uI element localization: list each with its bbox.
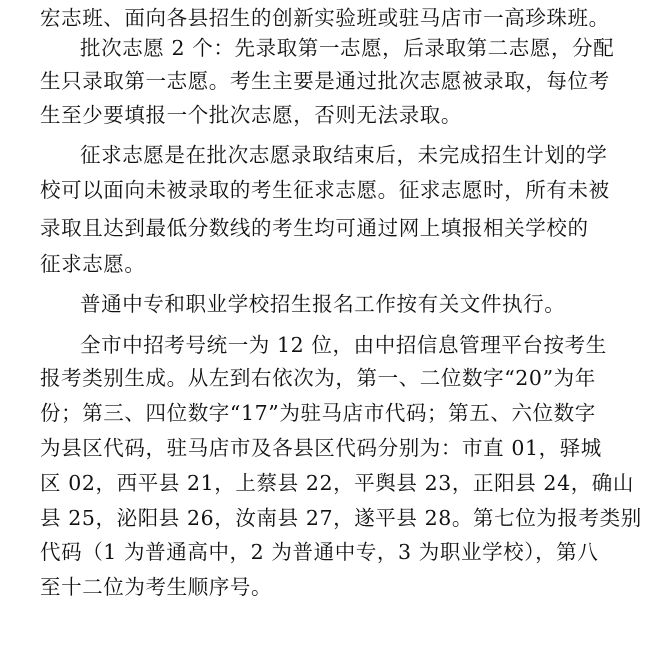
text-line-16: 代码（1 为普通高中，2 为普通中专，3 为职业学校），第八	[40, 540, 599, 564]
text-line-7: 录取且达到最低分数线的考生均可通过网上填报相关学校的	[40, 216, 589, 240]
text-line-8: 征求志愿。	[40, 252, 146, 276]
text-line-3: 生只录取第一志愿。考生主要是通过批次志愿被录取，每位考	[40, 69, 610, 93]
text-line-2: 批次志愿 2 个：先录取第一志愿，后录取第二志愿，分配	[80, 36, 615, 60]
text-line-1: 宏志班、面向各县招生的创新实验班或驻马店市一高珍珠班。	[40, 6, 610, 30]
text-line-15: 县 25，泌阳县 26，汝南县 27，遂平县 28。第七位为报考类别	[40, 506, 642, 530]
text-line-5: 征求志愿是在批次志愿录取结束后，未完成招生计划的学	[80, 143, 608, 167]
text-line-14: 区 02，西平县 21，上蔡县 22，平舆县 23，正阳县 24，确山	[40, 471, 635, 495]
text-line-17: 至十二位为考生顺序号。	[40, 575, 273, 599]
text-line-4: 生至少要填报一个批次志愿，否则无法录取。	[40, 103, 462, 127]
text-line-11: 报考类别生成。从左到右依次为，第一、二位数字“20”为年	[40, 366, 596, 390]
text-line-9: 普通中专和职业学校招生报名工作按有关文件执行。	[80, 292, 566, 316]
text-line-10: 全市中招考号统一为 12 位，由中招信息管理平台按考生	[80, 333, 607, 357]
text-line-13: 为县区代码，驻马店市及各县区代码分别为：市直 01，驿城	[40, 436, 602, 460]
text-line-6: 校可以面向未被录取的考生征求志愿。征求志愿时，所有未被	[40, 178, 610, 202]
text-line-12: 份；第三、四位数字“17”为驻马店市代码；第五、六位数字	[40, 401, 596, 425]
